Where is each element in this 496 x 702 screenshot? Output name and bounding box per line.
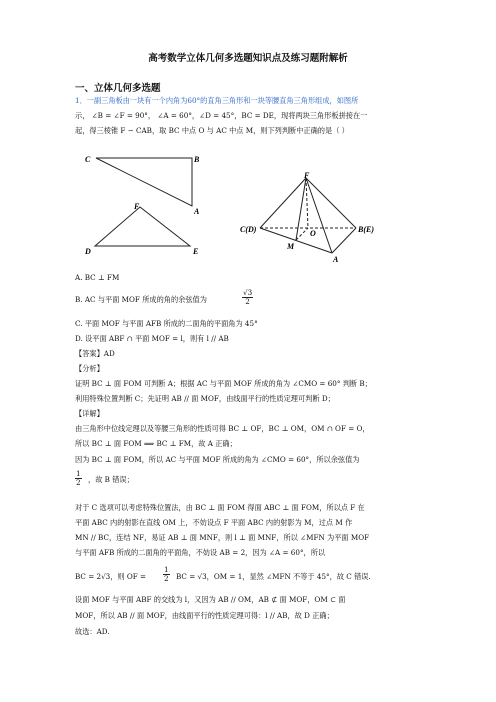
label-a: A bbox=[194, 207, 200, 216]
question-number-text: 1．一副三角板由一块有一个内角为60°的直角三角形和一块等腰直角三角形组成，如图所 bbox=[75, 96, 359, 105]
option-b: B. AC 与平面 MOF 所成的角的余弦值为 bbox=[75, 295, 207, 304]
label-cd: C(D) bbox=[240, 225, 257, 234]
triangle-dfe bbox=[95, 207, 190, 246]
label-c: C bbox=[85, 155, 91, 164]
fraction-denominator: 2 bbox=[245, 297, 250, 306]
option-a: A. BC ⊥ FM bbox=[75, 273, 120, 282]
detail-line-11: 设面 MOF 与平面 ABF 的交线为 l，又因为 AB // OM，AB ⊄ 面 MOF，OM ⊂ 面 bbox=[75, 595, 346, 604]
fraction-numerator: √3 bbox=[243, 288, 253, 297]
detail-line-8: 与平面 AFB 所成的二面角的平面角，不妨设 AB = 2，因为 ∠A = 60°，所以 bbox=[75, 548, 326, 557]
detail-line-6: 平面 ABC 内的射影在直线 OM 上，不妨设点 F 平面 ABC 内的射影为 M，过点 M 作 bbox=[75, 518, 353, 527]
analysis-line-1: 证明 BC ⊥ 面 FOM 可判断 A；根据 AC 与平面 MOF 所成的角为 ∠CMO = 60° 判断 B； bbox=[75, 379, 372, 388]
detail-line-5: 对于 C 选项可以考虑特殊位置法，由 BC ⊥ 面 FOM 得面 ABC ⊥ 面 FOM，所以点 F 在 bbox=[75, 503, 365, 512]
detail-line-1: 由三角形中位线定理以及等腰三角形的性质可得 BC ⊥ OF，BC ⊥ OM，OM ∩ OF = O， bbox=[75, 424, 370, 433]
detail-line-3: 因为 BC ⊥ 面 FOM，所以 AC 与平面 MOF 所成的角为 ∠CMO = 60°，所以余弦值为 bbox=[75, 455, 360, 464]
option-b-fraction bbox=[242, 289, 253, 306]
label-a-bottom: A bbox=[333, 255, 339, 264]
label-b: B bbox=[194, 155, 200, 164]
detail-line-7: MN // BC，连结 NF，易证 AB ⊥ 面 MNF，则 l ⊥ 面 MNF，所以 ∠MFN 为平面 MOF bbox=[75, 533, 370, 542]
label-o: O bbox=[310, 229, 316, 238]
answer-label: 【答案】AD bbox=[75, 349, 115, 358]
analysis-line-2: 利用特殊位置判断 C；先证明 AB // 面 MOF，由线面平行的性质定理可判断 D； bbox=[75, 394, 335, 403]
detail-line-12: MOF，所以 AB // 面 MOF，由线面平行的性质定理可得：l // AB，故 D 正确； bbox=[75, 611, 334, 620]
option-d: D. 设平面 ABF ∩ 平面 MOF = l，则有 l // AB bbox=[75, 334, 229, 343]
analysis-heading: 【分析】 bbox=[75, 364, 104, 373]
label-m: M bbox=[287, 242, 295, 251]
label-f: F bbox=[134, 202, 140, 211]
half2-denominator: 2 bbox=[164, 574, 169, 583]
half-denominator: 2 bbox=[76, 478, 81, 487]
question-line-2: 示， ∠B = ∠F = 90°， ∠A = 60°，∠D = 45°，BC = DE，现将两块三角形板拼接在一 bbox=[75, 111, 368, 120]
detail-line-13: 故选：AD. bbox=[75, 627, 110, 636]
half-numerator: 1 bbox=[76, 469, 81, 478]
detail-line-2: 所以 BC ⊥ 面 FOM ⟹ BC ⊥ FM，故 A 正确； bbox=[75, 439, 237, 448]
label-f-top: F bbox=[304, 171, 310, 180]
detail-heading: 【详解】 bbox=[75, 409, 104, 418]
detail-half-fraction bbox=[75, 470, 82, 487]
triangle-cba bbox=[96, 158, 192, 206]
section-heading: 一、立体几何多选题 bbox=[75, 83, 161, 94]
detail-line-9: BC = 2√3，则 OF = bbox=[75, 572, 147, 581]
question-line-1 bbox=[75, 96, 430, 105]
detail-line-10: BC = √3，OM = 1，显然 ∠MFN 不等于 45°，故 C 错误. bbox=[176, 572, 371, 581]
triangle-boards-figure bbox=[80, 148, 220, 260]
label-d: D bbox=[85, 247, 91, 256]
half2-numerator: 1 bbox=[164, 565, 169, 574]
pyramid-figure bbox=[240, 170, 374, 265]
page-title: 高考数学立体几何多选题知识点及练习题附解析 bbox=[148, 53, 348, 64]
detail-half-fraction-2 bbox=[163, 566, 170, 583]
label-be: B(E) bbox=[358, 225, 374, 234]
detail-line-4: ，故 B 错误； bbox=[88, 475, 134, 484]
option-c: C. 平面 MOF 与平面 AFB 所成的二面角的平面角为 45° bbox=[75, 319, 258, 328]
label-e: E bbox=[193, 247, 199, 256]
question-line-3: 起，得三棱锥 F − CAB，取 BC 中点 O 与 AC 中点 M，则下列判断中正确的是（ ） bbox=[75, 126, 349, 135]
